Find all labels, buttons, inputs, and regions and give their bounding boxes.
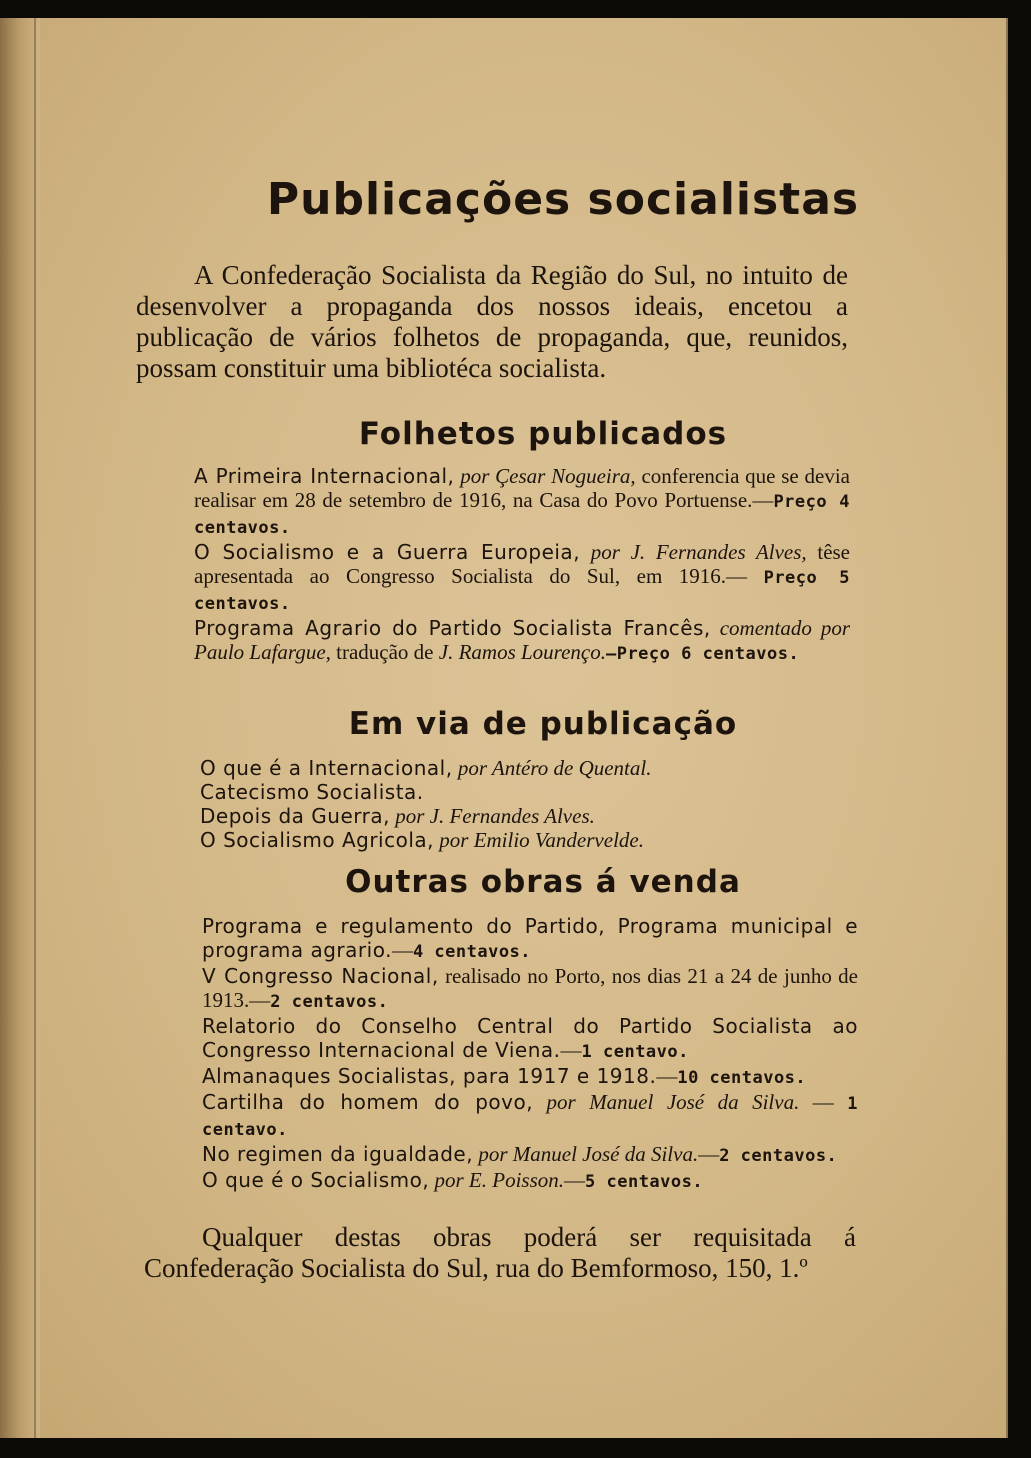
upcoming-list [200,756,840,852]
published-list [134,464,850,666]
list-item: A Primeira Internacional, por Çesar Nogueira, conferencia que se devia realisar em 28 de setembro de 1916, na Casa do Povo Portuense.—Preço 4 centavos. [194,464,851,538]
section-heading-upcoming: Em via de publicação [348,706,738,742]
intro-paragraph: A Confederação Socialista da Região do Sul, no intuito de desenvolver a propaganda dos nossos ideais, encetou a publicação de vários folhetos de propaganda, que, reunidos, possam constituir uma bibliotéca socialista. [136,260,848,383]
list-item: No regimen da igualdade, por Manuel José da Silva.—2 centavos. [202,1142,838,1166]
list-item: Programa e regulamento do Partido, Programa municipal e programa agrario.—4 centavos. [202,914,858,962]
list-item: Programa Agrario do Partido Socialista Francês, comentado por Paulo Lafargue, tradução de J. Ramos Lourenço.—Preço 6 centavos. [194,616,850,664]
list-item: O Socialismo Agricola, por Emilio Vandervelde. [200,828,644,852]
book-page [0,18,1008,1438]
list-item: O que é a Internacional, por Antéro de Quental. [200,756,652,780]
section-heading-published: Folhetos publicados [358,416,728,452]
section-heading-others: Outras obras á venda [345,864,741,900]
list-item: V Congresso Nacional, realisado no Porto, nos dias 21 a 24 de junho de 1913.—2 centavos. [202,964,858,1012]
list-item: Almanaques Socialistas, para 1917 e 1918.—10 centavos. [202,1064,807,1088]
page-content [0,18,1006,1438]
page-title: Publicações socialistas [266,174,860,225]
closing-paragraph: Qualquer destas obras poderá ser requisitada á Confederação Socialista do Sul, rua do Bemformoso, 150, 1.º [144,1222,856,1283]
list-item: Cartilha do homem do povo, por Manuel José da Silva. — 1 centavo. [202,1090,859,1140]
list-item: Relatorio do Conselho Central do Partido Socialista ao Congresso Internacional de Viena.—1 centavo. [202,1014,858,1062]
list-item: O Socialismo e a Guerra Europeia, por J. Fernandes Alves, têse apresentada ao Congresso Socialista do Sul, em 1916.— Preço 5 centavos. [194,540,851,614]
list-item: Depois da Guerra, por J. Fernandes Alves. [200,804,595,828]
others-list [142,914,858,1194]
list-item: O que é o Socialismo, por E. Poisson.—5 centavos. [202,1168,704,1192]
list-item: Catecismo Socialista. [200,780,424,804]
